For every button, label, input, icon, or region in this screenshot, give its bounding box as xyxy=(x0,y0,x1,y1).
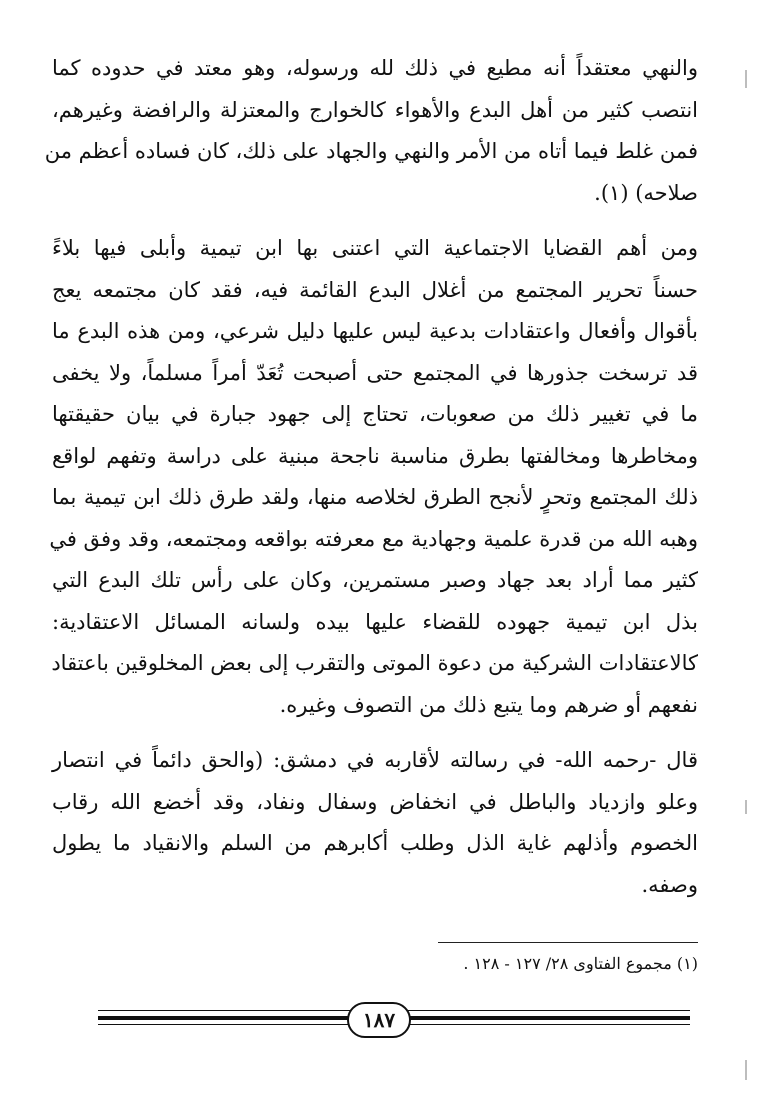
text-line: وصفه. xyxy=(641,872,698,897)
text-line: حسناً تحرير المجتمع من أغلال البدع القائمة فيه، فقد كان مجتمعه يعج xyxy=(52,277,698,302)
paragraph-2 xyxy=(49,228,698,726)
text-line: ذلك المجتمع وتحرٍ لأنجح الطرق لخلاصه منها، ولقد طرق ذلك ابن تيمية بما xyxy=(52,485,698,509)
scan-artifact xyxy=(745,70,747,88)
text-line: كالاعتقادات الشركية من دعوة الموتى والتقرب إلى بعض المخلوقين باعتقاد xyxy=(51,651,698,675)
text-line: ومن أهم القضايا الاجتماعية التي اعتنى بها ابن تيمية وأبلى فيها بلاءً xyxy=(52,236,698,260)
paragraph-1 xyxy=(44,48,698,214)
paragraph-3 xyxy=(52,740,698,906)
footnote: (١) مجموع الفتاوى ٢٨/ ١٢٧ - ١٢٨ . xyxy=(463,954,698,973)
footnote-divider xyxy=(438,942,698,943)
text-line: بذل ابن تيمية جهوده للقضاء عليها بيده ولسانه المسائل الاعتقادية: xyxy=(52,609,698,634)
scan-artifact xyxy=(745,800,747,814)
text-line: ما في تغيير ذلك من صعوبات، تحتاج إلى جهود جبارة في بيان حقيقتها xyxy=(52,402,698,426)
text-line: قد ترسخت جذورها في المجتمع حتى أصبحت تُعَدّ أمراً مسلماً، ولا يخفى xyxy=(52,360,698,385)
scan-artifact xyxy=(745,1060,747,1080)
text-line: انتصب كثير من أهل البدع والأهواء كالخوارج والمعتزلة والرافضة وغيرهم، xyxy=(52,97,698,122)
main-text xyxy=(44,48,698,906)
text-line: كثير مما أراد بعد جهاد وصبر مستمرين، وكان على رأس تلك البدع التي xyxy=(52,568,698,592)
text-line: فمن غلط فيما أتاه من الأمر والنهي والجهاد على ذلك، كان فساده أعظم من xyxy=(44,139,698,163)
text-line: نفعهم أو ضرهم وما يتبع ذلك من التصوف وغيره. xyxy=(279,692,698,717)
text-line: بأقوال وأفعال واعتقادات بدعية ليس عليها دليل شرعي، ومن هذه البدع ما xyxy=(52,319,698,343)
text-line: قال -رحمه الله- في رسالته لأقاربه في دمشق: (والحق دائماً في انتصار xyxy=(52,748,698,772)
text-line: الخصوم وأذلهم غاية الذل وطلب أكابرهم من السلم والانقياد ما يطول xyxy=(52,831,698,855)
text-line: صلاحه) (١). xyxy=(594,180,698,205)
text-line: ومخاطرها ومخالفتها بطرق مناسبة ناجحة مبنية على دراسة وتفهم لواقع xyxy=(52,443,698,468)
text-line: والنهي معتقداً أنه مطيع في ذلك لله ورسوله، وهو معتد في حدوده كما xyxy=(52,56,698,80)
text-line: وهبه الله من قدرة علمية وجهادية مع معرفته بواقعه ومجتمعه، وقد وفق في xyxy=(49,526,698,551)
page-number: ١٨٧ xyxy=(347,1002,411,1038)
text-line: وعلو وازدياد والباطل في انخفاض وسفال ونفاد، وقد أخضع الله رقاب xyxy=(52,789,698,814)
